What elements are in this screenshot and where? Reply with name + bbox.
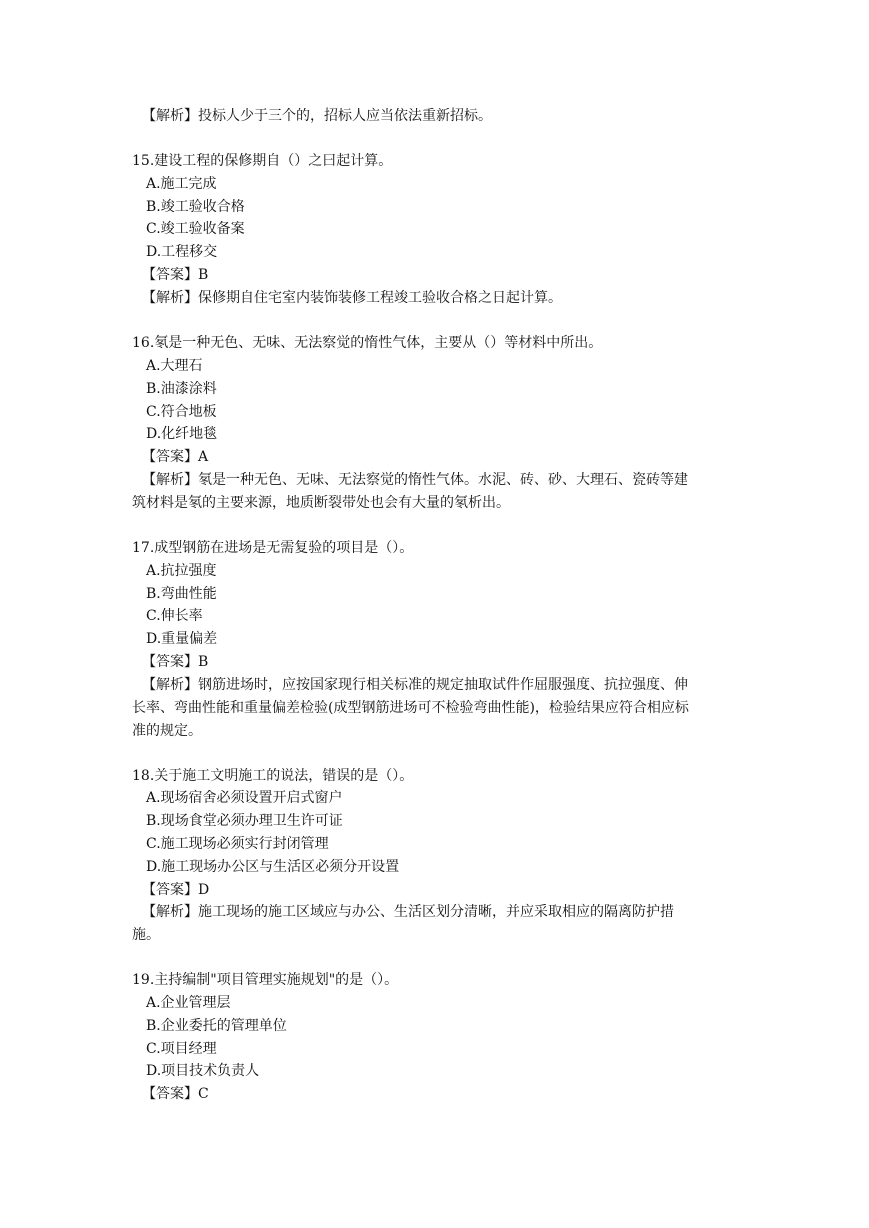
q18-option-a: A.现场宿舍必须设置开启式窗户 (146, 790, 343, 806)
q17-question: 17.成型钢筋在进场是无需复验的项目是（）。 (132, 540, 414, 556)
q15-option-d: D.工程移交 (146, 244, 218, 260)
q17-option-c: C.伸长率 (146, 608, 203, 624)
q17-analysis-line-3: 准的规定。 (132, 723, 202, 739)
q15-option-b: B.竣工验收合格 (146, 199, 245, 215)
q15-answer: 【答案】B (142, 267, 209, 283)
q18-option-d: D.施工现场办公区与生活区必须分开设置 (146, 859, 400, 875)
q19-question: 19.主持编制"项目管理实施规划"的是（）。 (132, 972, 399, 988)
q18-option-c: C.施工现场必须实行封闭管理 (146, 836, 329, 852)
q17-analysis-line-2: 长率、弯曲性能和重量偏差检验(成型钢筋进场可不检验弯曲性能)，检验结果应符合相应标 (132, 700, 689, 716)
q16-question: 16.氡是一种无色、无味、无法察觉的惰性气体，主要从（）等材料中所出。 (132, 335, 603, 351)
q18-analysis-line-1: 【解析】施工现场的施工区域应与办公、生活区划分清晰，并应采取相应的隔离防护措 (142, 904, 674, 920)
q14-analysis: 【解析】投标人少于三个的，招标人应当依法重新招标。 (142, 108, 492, 124)
q16-analysis-line-2: 筑材料是氡的主要来源，地质断裂带处也会有大量的氡析出。 (132, 495, 510, 511)
q17-option-a: A.抗拉强度 (146, 563, 217, 579)
q19-option-c: C.项目经理 (146, 1041, 217, 1057)
q19-option-b: B.企业委托的管理单位 (146, 1018, 287, 1034)
q17-option-b: B.弯曲性能 (146, 586, 217, 602)
q18-question: 18.关于施工文明施工的说法，错误的是（）。 (132, 768, 414, 784)
q15-analysis: 【解析】保修期自住宅室内装饰装修工程竣工验收合格之日起计算。 (142, 290, 562, 306)
q17-option-d: D.重量偏差 (146, 631, 218, 647)
q16-option-c: C.符合地板 (146, 404, 217, 420)
q18-option-b: B.现场食堂必须办理卫生许可证 (146, 813, 343, 829)
q15-question: 15.建设工程的保修期自（）之曰起计算。 (132, 153, 393, 169)
q16-option-b: B.油漆涂料 (146, 381, 217, 397)
q17-answer: 【答案】B (142, 654, 209, 670)
q16-option-a: A.大理石 (146, 358, 203, 374)
q15-option-c: C.竣工验收备案 (146, 221, 245, 237)
q19-option-d: D.项目技术负责人 (146, 1063, 260, 1079)
q18-analysis-line-2: 施。 (132, 927, 160, 943)
q16-answer: 【答案】A (142, 449, 209, 465)
q19-option-a: A.企业管理层 (146, 995, 231, 1011)
q17-analysis-line-1: 【解析】钢筋进场时，应按国家现行相关标准的规定抽取试件作屈服强度、抗拉强度、伸 (142, 677, 688, 693)
q19-answer: 【答案】C (142, 1086, 209, 1102)
q16-option-d: D.化纤地毯 (146, 426, 218, 442)
q18-answer: 【答案】D (142, 882, 210, 898)
q15-option-a: A.施工完成 (146, 176, 217, 192)
q16-analysis-line-1: 【解析】氡是一种无色、无味、无法察觉的惰性气体。水泥、砖、砂、大理石、瓷砖等建 (142, 472, 688, 488)
